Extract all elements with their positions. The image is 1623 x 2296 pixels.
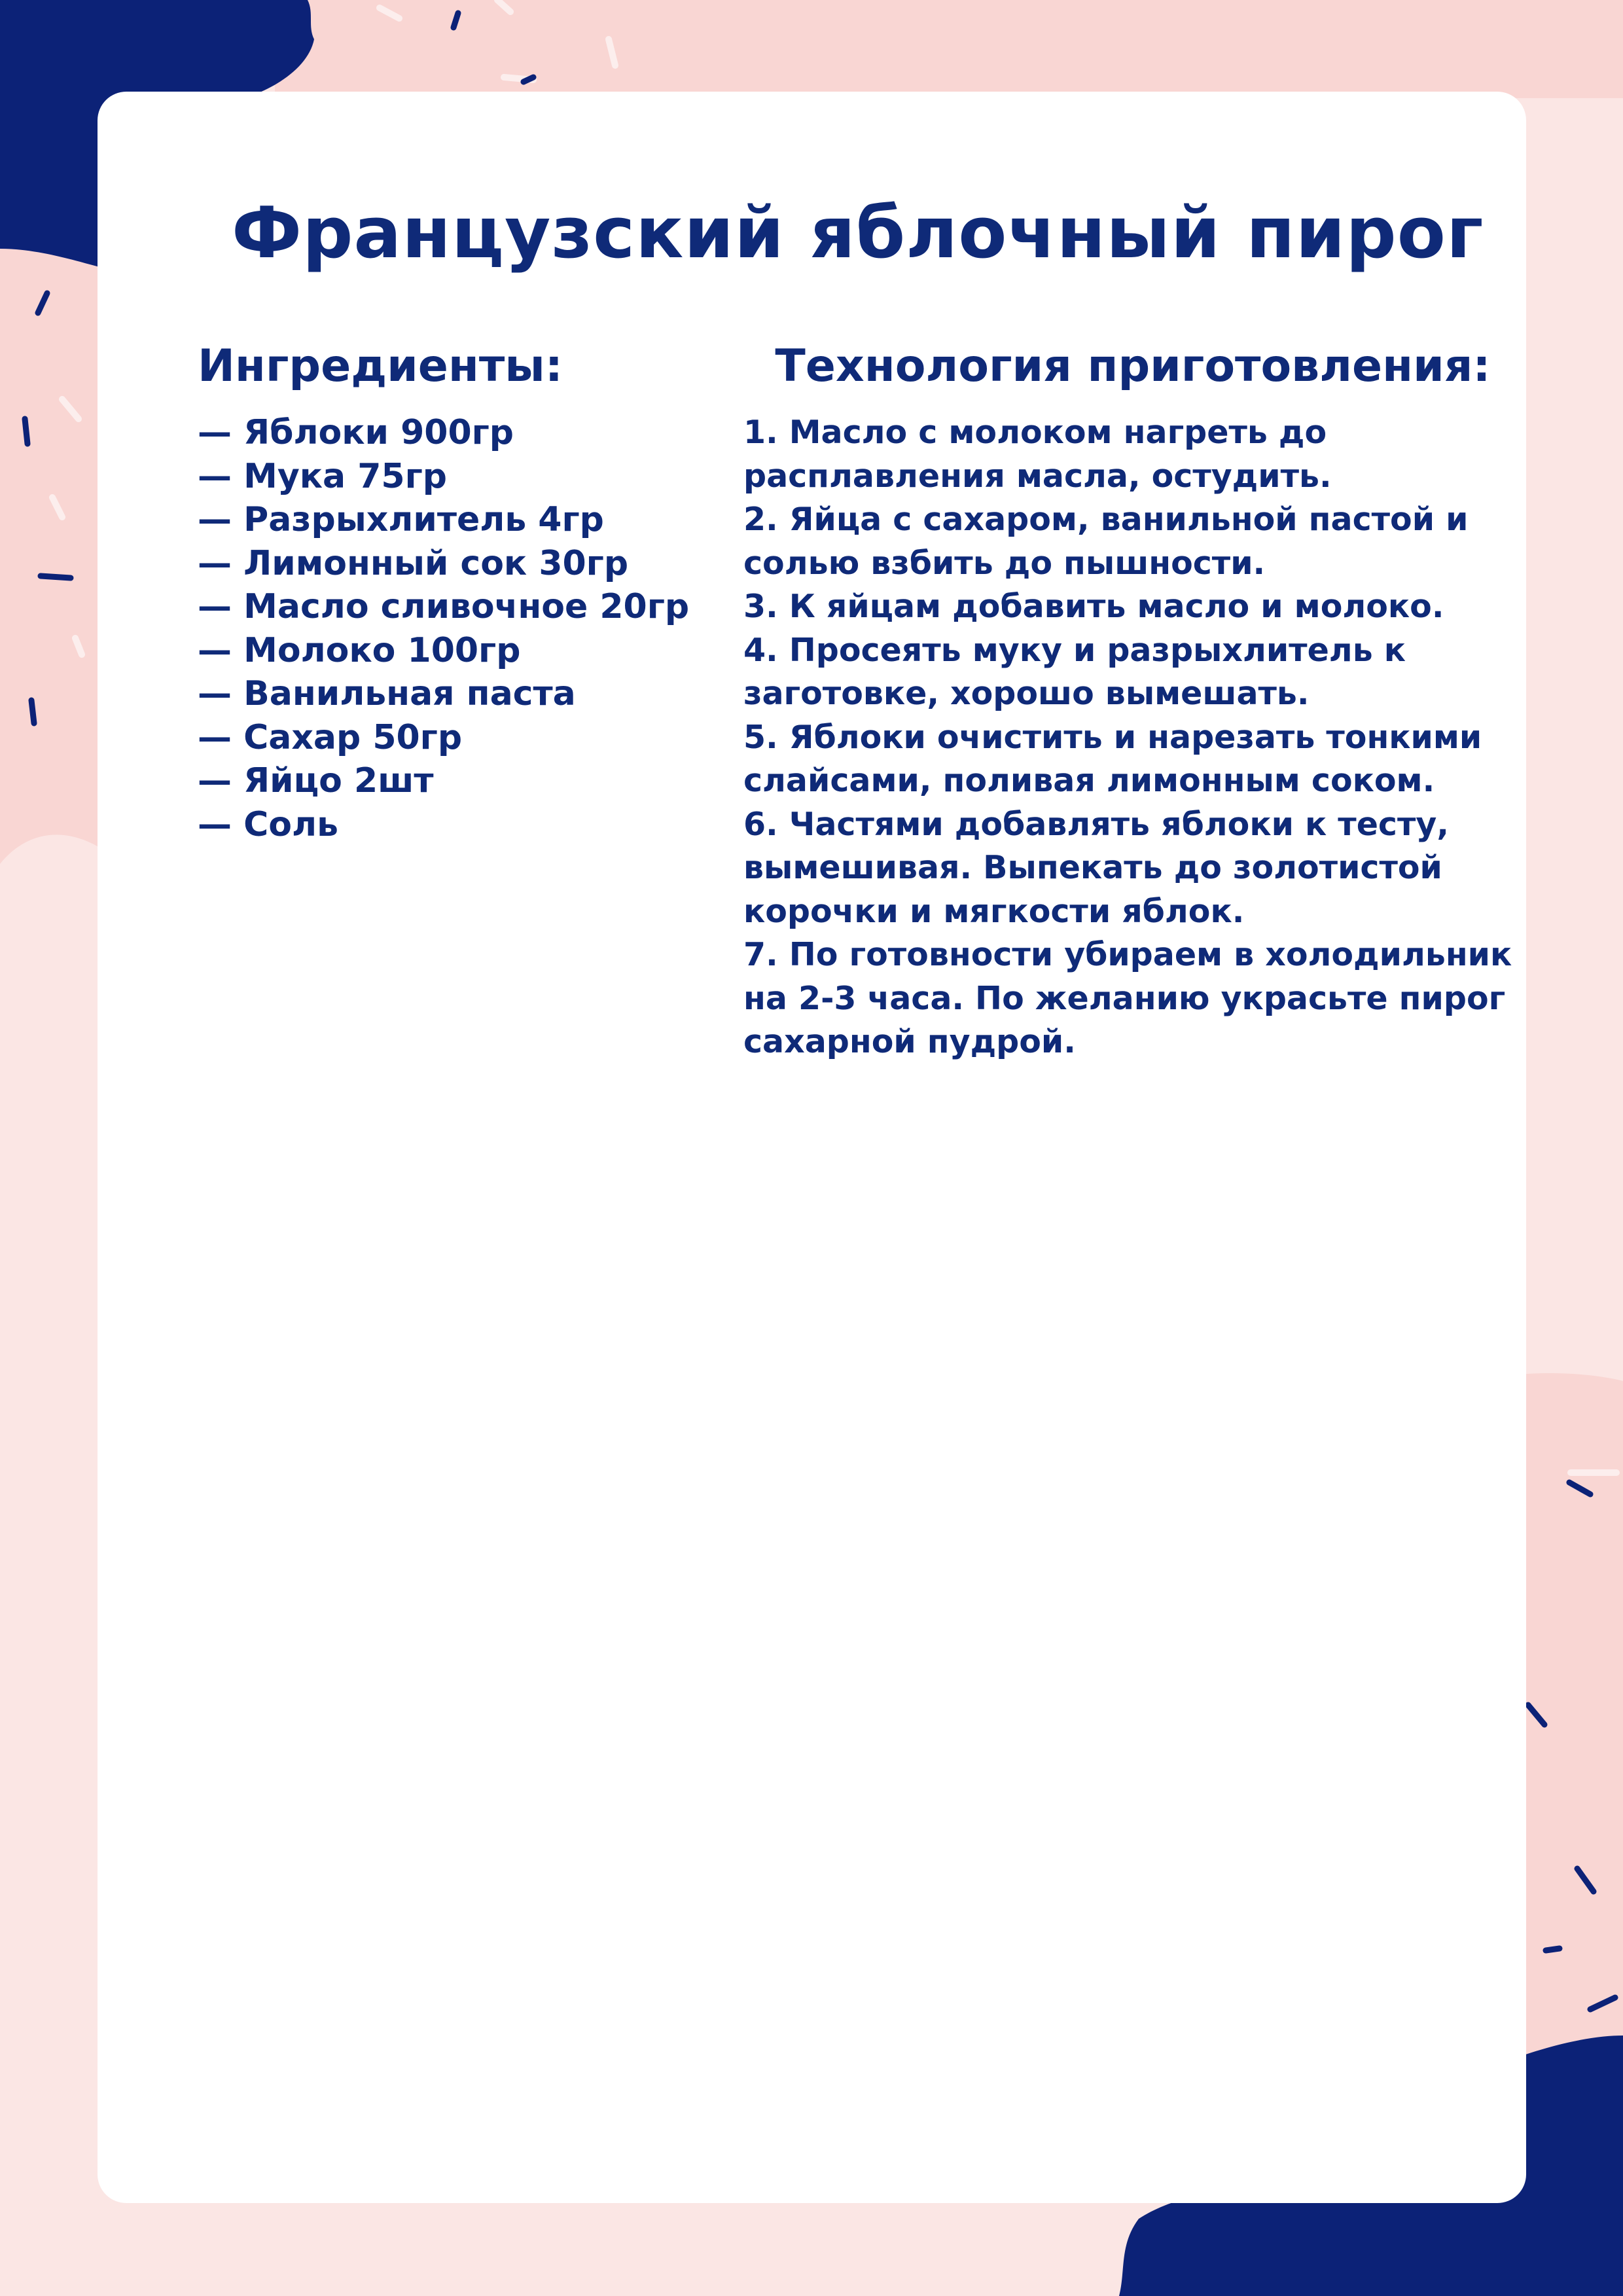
ingredient-item: — Масло сливочное 20гр (198, 587, 690, 626)
method-step: 3. К яйцам добавить масло и молоко. (743, 588, 1444, 625)
ingredient-item: — Разрыхлитель 4гр (198, 500, 604, 539)
ingredient-item: — Яйцо 2шт (198, 761, 434, 800)
ingredient-item: — Сахар 50гр (198, 717, 463, 757)
method-steps (743, 411, 1539, 1064)
recipe-title: Французский яблочный пирог (232, 192, 1484, 274)
method-step: 2. Яйца с сахаром, ванильной пастой и солью взбить до пышности. (743, 501, 1469, 582)
ingredient-item: — Молоко 100гр (198, 630, 521, 670)
ingredients-list (198, 411, 689, 846)
ingredient-item: — Соль (198, 804, 338, 844)
ingredients-heading: Ингредиенты: (198, 340, 563, 392)
ingredient-item: — Лимонный сок 30гр (198, 543, 629, 583)
method-step: 1. Масло с молоком нагреть до расплавления масла, остудить. (743, 414, 1332, 495)
ingredient-item: — Яблоки 900гр (198, 413, 514, 452)
method-heading: Технология приготовления: (775, 340, 1491, 392)
recipe-card (98, 92, 1526, 2203)
method-step: 6. Частями добавлять яблоки к тесту, вымешивая. Выпекать до золотистой корочки и мягкости яблок. (743, 805, 1449, 930)
ingredient-item: — Ванильная паста (198, 674, 576, 713)
method-step: 4. Просеять муку и разрыхлитель к заготовке, хорошо вымешать. (743, 631, 1406, 712)
ingredient-item: — Мука 75гр (198, 456, 447, 496)
method-step: 5. Яблоки очистить и нарезать тонкими слайсами, поливая лимонным соком. (743, 718, 1482, 799)
method-step: 7. По готовности убираем в холодильник на 2-3 часа. По желанию украсьте пирог сахарной пудрой. (743, 936, 1512, 1060)
